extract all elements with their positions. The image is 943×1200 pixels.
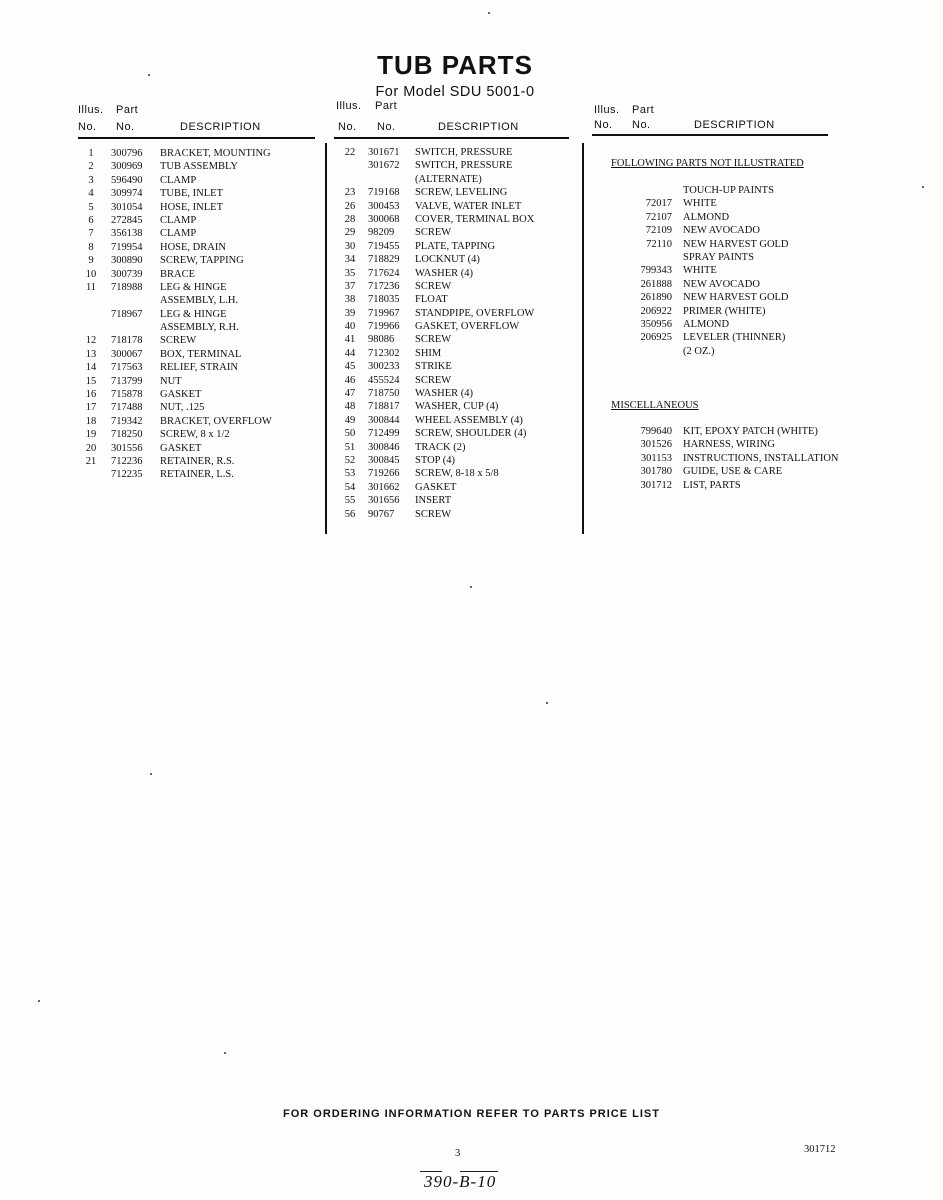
col2-partno-header: No.	[377, 121, 396, 133]
parts-row	[81, 268, 321, 281]
parts-row	[612, 291, 872, 304]
col3-illus-header: Illus.	[594, 104, 620, 116]
part-number: 712236	[111, 455, 143, 467]
illus-number: 5	[88, 201, 94, 213]
part-number: 350956	[640, 318, 672, 330]
parts-row	[81, 361, 321, 374]
part-description: ASSEMBLY, R.H.	[160, 322, 239, 334]
scan-speck	[546, 702, 548, 704]
part-number: 72110	[646, 238, 672, 250]
part-description: TUBE, INLET	[160, 188, 223, 200]
parts-row	[339, 226, 579, 239]
part-description: NEW AVOCADO	[683, 225, 760, 237]
part-description: (ALTERNATE)	[415, 173, 482, 185]
part-description: GASKET	[160, 389, 202, 401]
part-number: 718817	[368, 401, 400, 413]
parts-row	[339, 240, 579, 253]
parts-row	[339, 333, 579, 346]
parts-row	[612, 425, 882, 438]
illus-number: 37	[344, 280, 356, 292]
part-number: 718250	[111, 429, 143, 441]
part-number: 301671	[368, 147, 400, 158]
parts-row	[339, 400, 579, 413]
illus-number: 16	[85, 389, 97, 401]
illus-number: 44	[344, 347, 356, 359]
scan-speck	[38, 1000, 40, 1002]
part-description: TUB ASSEMBLY	[160, 161, 239, 173]
part-number: 718829	[368, 254, 400, 266]
illus-number: 55	[344, 495, 356, 507]
part-description: SWITCH, PRESSURE	[415, 147, 513, 158]
part-number: 301656	[368, 495, 400, 507]
illus-number: 11	[85, 281, 97, 293]
divider-left	[325, 143, 327, 534]
parts-row	[339, 441, 579, 454]
part-number: 300846	[368, 441, 400, 453]
part-description: SCREW, SHOULDER (4)	[415, 428, 527, 440]
part-number: 301662	[368, 481, 400, 493]
part-description: HARNESS, WIRING	[683, 439, 775, 451]
parts-row	[339, 146, 579, 159]
parts-row	[612, 479, 882, 492]
parts-row	[81, 455, 321, 468]
part-description: RETAINER, R.S.	[160, 455, 235, 467]
part-number: 300739	[111, 268, 143, 280]
parts-row	[612, 345, 872, 358]
parts-row	[339, 213, 579, 226]
miscellaneous-section-title: MISCELLANEOUS	[611, 400, 699, 411]
parts-row	[612, 331, 872, 344]
parts-row	[339, 186, 579, 199]
part-number: 301054	[111, 201, 143, 213]
parts-row	[339, 467, 579, 480]
part-description: BOX, TERMINAL	[160, 348, 242, 360]
parts-row	[81, 468, 321, 481]
part-description: PLATE, TAPPING	[415, 240, 496, 252]
illus-number: 35	[344, 267, 356, 279]
part-description: RELIEF, STRAIN	[160, 362, 238, 374]
part-number: 300844	[368, 414, 400, 426]
parts-row	[339, 253, 579, 266]
parts-row	[339, 347, 579, 360]
parts-row	[81, 187, 321, 200]
part-description: PRIMER (WHITE)	[683, 305, 766, 317]
part-description: NEW HARVEST GOLD	[683, 292, 789, 304]
illus-number: 15	[85, 375, 97, 387]
col1-header-rule	[78, 137, 315, 139]
parts-row	[612, 264, 872, 277]
part-description: STOP (4)	[415, 454, 455, 466]
part-number: 98209	[368, 227, 395, 239]
parts-row	[81, 415, 321, 428]
col2-description-header: DESCRIPTION	[438, 121, 519, 133]
part-number: 300890	[111, 255, 143, 267]
part-description: WHITE	[683, 198, 717, 210]
illus-number: 34	[344, 254, 356, 266]
illus-number: 4	[88, 188, 94, 200]
illus-number: 12	[85, 335, 97, 347]
handwritten-note: 390-B-10	[424, 1172, 497, 1191]
parts-row	[339, 494, 579, 507]
col3-partno-header: No.	[632, 119, 651, 131]
part-description: ALMOND	[683, 211, 730, 223]
part-description: KIT, EPOXY PATCH (WHITE)	[683, 426, 818, 437]
parts-row	[81, 308, 321, 321]
illus-number: 2	[88, 161, 94, 173]
part-description: SCREW	[415, 280, 452, 292]
parts-row	[81, 375, 321, 388]
part-description: SPRAY PAINTS	[683, 251, 754, 263]
part-number: 455524	[368, 374, 400, 386]
part-description: HOSE, DRAIN	[160, 241, 226, 253]
illus-number: 41	[344, 334, 356, 346]
part-number: 718178	[111, 335, 143, 347]
parts-list-column-1	[81, 147, 321, 482]
part-description: CLAMP	[160, 214, 197, 226]
col1-part-header: Part	[116, 104, 139, 116]
parts-row	[81, 428, 321, 441]
illus-number: 1	[88, 148, 94, 159]
part-number: 301556	[111, 442, 143, 454]
illus-number: 28	[344, 213, 356, 225]
part-number: 206922	[640, 305, 672, 317]
parts-row	[612, 197, 872, 210]
part-description: WHEEL ASSEMBLY (4)	[415, 414, 523, 426]
part-description: TRACK (2)	[415, 441, 466, 453]
part-description: SWITCH, PRESSURE	[415, 160, 513, 172]
parts-row	[339, 374, 579, 387]
illus-number: 39	[344, 307, 356, 319]
parts-row	[339, 307, 579, 320]
part-number: 261890	[640, 292, 672, 304]
part-number: 712499	[368, 428, 400, 440]
part-number: 799640	[640, 426, 672, 437]
part-description: SCREW	[415, 374, 452, 386]
part-description: GASKET	[160, 442, 202, 454]
parts-row	[81, 321, 321, 334]
parts-row	[81, 334, 321, 347]
illus-number: 14	[85, 362, 97, 374]
col1-no-header: No.	[78, 121, 97, 133]
part-number: 718988	[111, 281, 143, 293]
parts-row	[339, 159, 579, 172]
part-description: NEW AVOCADO	[683, 278, 760, 290]
parts-row	[339, 280, 579, 293]
part-description: BRACKET, OVERFLOW	[160, 415, 272, 427]
illus-number: 3	[88, 174, 94, 186]
part-description: COVER, TERMINAL BOX	[415, 213, 535, 225]
col2-illus-header: Illus.	[336, 100, 362, 112]
parts-row	[81, 294, 321, 307]
part-number: 719342	[111, 415, 143, 427]
illus-number: 50	[344, 428, 356, 440]
part-number: 90767	[368, 508, 395, 520]
part-description: FLOAT	[415, 294, 448, 306]
part-description: SCREW, LEVELING	[415, 187, 508, 199]
illus-number: 21	[85, 455, 97, 467]
parts-row	[339, 427, 579, 440]
illus-number: 26	[344, 200, 356, 212]
part-number: 301712	[640, 479, 672, 491]
ordering-info-footer: FOR ORDERING INFORMATION REFER TO PARTS PRICE LIST	[283, 1108, 660, 1120]
part-number: 300969	[111, 161, 143, 173]
part-number: 300067	[111, 348, 143, 360]
parts-row	[339, 414, 579, 427]
parts-row	[81, 401, 321, 414]
parts-row	[612, 318, 872, 331]
parts-row	[81, 281, 321, 294]
illus-number: 20	[85, 442, 97, 454]
part-description: SCREW, 8 x 1/2	[160, 429, 230, 441]
part-description: TOUCH-UP PAINTS	[683, 185, 774, 196]
part-number: 715878	[111, 389, 143, 401]
part-number: 300453	[368, 200, 400, 212]
part-number: 261888	[640, 278, 672, 290]
part-description: (2 OZ.)	[683, 345, 715, 357]
part-number: 98086	[368, 334, 395, 346]
parts-row	[81, 348, 321, 361]
part-number: 301780	[640, 466, 672, 478]
part-number: 719455	[368, 240, 400, 252]
part-description: RETAINER, L.S.	[160, 469, 234, 481]
part-number: 719966	[368, 321, 400, 333]
part-description: SCREW	[415, 334, 452, 346]
illus-number: 22	[344, 147, 356, 158]
illus-number: 49	[344, 414, 356, 426]
part-description: ALMOND	[683, 318, 730, 330]
part-description: STANDPIPE, OVERFLOW	[415, 307, 535, 319]
parts-row	[612, 224, 872, 237]
parts-row	[339, 173, 579, 186]
parts-row	[339, 360, 579, 373]
col3-part-header: Part	[632, 104, 655, 116]
part-description: WASHER, CUP (4)	[415, 401, 499, 413]
parts-row	[339, 320, 579, 333]
scan-speck	[148, 74, 150, 76]
part-number: 719967	[368, 307, 400, 319]
not-illustrated-section-title: FOLLOWING PARTS NOT ILLUSTRATED	[611, 158, 804, 169]
part-number: 301672	[368, 160, 400, 172]
part-number: 206925	[640, 332, 672, 344]
part-description: WASHER (4)	[415, 388, 474, 400]
part-number: 717624	[368, 267, 400, 279]
part-description: NUT, .125	[160, 402, 205, 414]
page-number: 3	[455, 1148, 461, 1159]
illus-number: 7	[88, 228, 94, 240]
scan-speck	[150, 773, 152, 775]
part-description: VALVE, WATER INLET	[415, 200, 522, 212]
illus-number: 23	[344, 187, 356, 199]
parts-list-column-2	[339, 146, 579, 521]
part-description: BRACKET, MOUNTING	[160, 148, 271, 159]
part-description: LEG & HINGE	[160, 308, 227, 320]
part-description: STRIKE	[415, 361, 452, 373]
scan-speck	[922, 186, 924, 188]
illus-number: 18	[85, 415, 97, 427]
col1-description-header: DESCRIPTION	[180, 121, 261, 133]
illus-number: 51	[344, 441, 356, 453]
part-description: LEG & HINGE	[160, 281, 227, 293]
parts-row	[612, 184, 872, 197]
part-description: NUT	[160, 375, 182, 387]
part-description: LOCKNUT (4)	[415, 254, 480, 266]
part-number: 301526	[640, 439, 672, 451]
part-description: NEW HARVEST GOLD	[683, 238, 789, 250]
col2-part-header: Part	[375, 100, 398, 112]
not-illustrated-list	[612, 184, 872, 358]
parts-row	[81, 388, 321, 401]
illus-number: 40	[344, 321, 356, 333]
illus-number: 53	[344, 468, 356, 480]
model-subtitle: For Model SDU 5001-0	[375, 84, 535, 100]
part-number: 718035	[368, 294, 400, 306]
page-title: TUB PARTS	[377, 50, 533, 80]
parts-row	[339, 200, 579, 213]
parts-row	[339, 387, 579, 400]
scan-speck	[488, 12, 490, 14]
scan-speck	[470, 586, 472, 588]
parts-row	[612, 251, 872, 264]
part-description: SCREW, TAPPING	[160, 255, 244, 267]
illus-number: 45	[344, 361, 356, 373]
part-number: 717488	[111, 402, 143, 414]
part-number: 300845	[368, 454, 400, 466]
col1-partno-header: No.	[116, 121, 135, 133]
parts-row	[339, 267, 579, 280]
col3-description-header: DESCRIPTION	[694, 119, 775, 131]
part-description: SCREW	[415, 227, 452, 239]
part-number: 718967	[111, 308, 143, 320]
part-number: 72109	[645, 225, 672, 237]
part-number: 300233	[368, 361, 400, 373]
part-description: ASSEMBLY, L.H.	[160, 295, 239, 307]
parts-row	[339, 481, 579, 494]
illus-number: 48	[344, 401, 356, 413]
part-description: LEVELER (THINNER)	[683, 332, 786, 344]
part-number: 300068	[368, 213, 400, 225]
parts-row	[81, 174, 321, 187]
illus-number: 56	[344, 508, 356, 520]
parts-row	[612, 278, 872, 291]
divider-right	[582, 143, 584, 534]
parts-row	[339, 293, 579, 306]
illus-number: 52	[344, 454, 356, 466]
part-number: 719954	[111, 241, 143, 253]
part-description: WHITE	[683, 265, 717, 277]
parts-row	[81, 241, 321, 254]
part-number: 718750	[368, 388, 400, 400]
illus-number: 6	[88, 214, 94, 226]
part-description: LIST, PARTS	[683, 479, 741, 491]
document-number: 301712	[804, 1144, 836, 1155]
part-description: INSERT	[415, 495, 452, 507]
illus-number: 9	[88, 255, 94, 267]
part-number: 719168	[368, 187, 400, 199]
parts-row	[612, 238, 872, 251]
part-number: 712235	[111, 469, 143, 481]
part-description: GASKET	[415, 481, 457, 493]
part-description: INSTRUCTIONS, INSTALLATION	[683, 452, 839, 464]
part-number: 596490	[111, 174, 143, 186]
part-number: 309974	[111, 188, 143, 200]
part-description: CLAMP	[160, 174, 197, 186]
part-number: 712302	[368, 347, 400, 359]
parts-row	[612, 211, 872, 224]
parts-row	[612, 452, 882, 465]
illus-number: 47	[344, 388, 356, 400]
parts-row	[81, 254, 321, 267]
part-description: SCREW	[415, 508, 452, 520]
col1-illus-header: Illus.	[78, 104, 104, 116]
illus-number: 29	[344, 227, 356, 239]
scan-speck	[224, 1052, 226, 1054]
part-number: 300796	[111, 148, 143, 159]
part-number: 301153	[640, 452, 672, 464]
part-description: GUIDE, USE & CARE	[683, 466, 783, 478]
parts-row	[612, 305, 872, 318]
illus-number: 38	[344, 294, 356, 306]
illus-number: 8	[88, 241, 94, 253]
parts-row	[81, 227, 321, 240]
part-description: CLAMP	[160, 228, 197, 240]
col3-header-rule	[592, 134, 828, 136]
part-number: 717236	[368, 280, 400, 292]
parts-row	[612, 465, 882, 478]
part-number: 717563	[111, 362, 143, 374]
illus-number: 54	[344, 481, 356, 493]
part-description: SCREW, 8-18 x 5/8	[415, 468, 499, 480]
col3-no-header: No.	[594, 119, 613, 131]
part-description: WASHER (4)	[415, 267, 474, 279]
part-number: 719266	[368, 468, 400, 480]
illus-number: 13	[85, 348, 97, 360]
part-description: GASKET, OVERFLOW	[415, 321, 520, 333]
part-number: 72017	[645, 198, 672, 210]
part-number: 272845	[111, 214, 143, 226]
illus-number: 17	[85, 402, 97, 414]
illus-number: 30	[344, 240, 356, 252]
col2-no-header: No.	[338, 121, 357, 133]
parts-row	[81, 160, 321, 173]
part-description: SCREW	[160, 335, 197, 347]
illus-number: 46	[344, 374, 356, 386]
col2-header-rule	[334, 137, 569, 139]
part-description: BRACE	[160, 268, 196, 280]
parts-row	[339, 508, 579, 521]
parts-row	[81, 214, 321, 227]
part-description: HOSE, INLET	[160, 201, 223, 213]
part-number: 356138	[111, 228, 143, 240]
illus-number: 19	[85, 429, 97, 441]
parts-row	[81, 147, 321, 160]
parts-row	[81, 201, 321, 214]
part-number: 799343	[640, 265, 672, 277]
illus-number: 10	[85, 268, 97, 280]
part-number: 713799	[111, 375, 143, 387]
miscellaneous-list	[612, 425, 882, 492]
parts-row	[339, 454, 579, 467]
parts-row	[612, 438, 882, 451]
part-description: SHIM	[415, 347, 442, 359]
parts-row	[81, 442, 321, 455]
part-number: 72107	[645, 211, 672, 223]
